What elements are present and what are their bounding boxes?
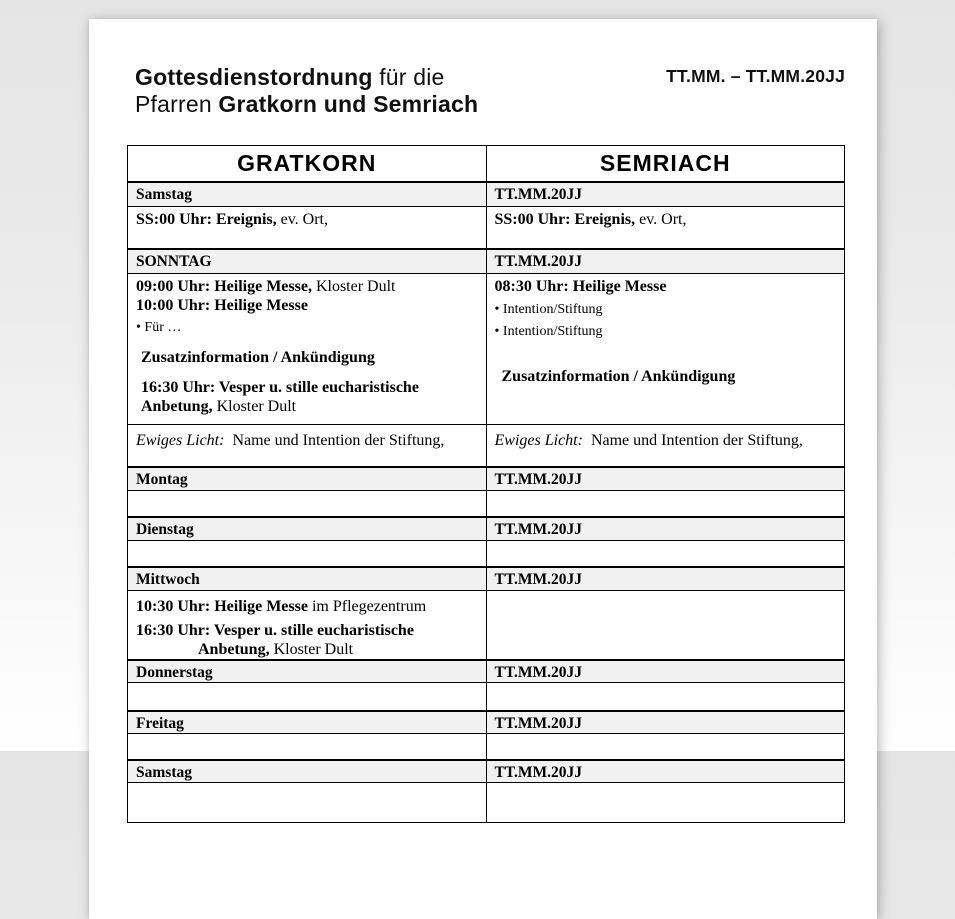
text-line [136, 317, 478, 336]
empty-row [128, 540, 845, 567]
day-label: Freitag [128, 711, 487, 734]
column-header-gratkorn: GRATKORN [128, 146, 487, 183]
day-row [128, 467, 845, 490]
date-value: TT.MM.20JJ [486, 517, 845, 540]
date-value: TT.MM.20JJ [486, 182, 845, 206]
day-label: SONNTAG [128, 249, 487, 273]
empty-cell [486, 783, 845, 823]
empty-row [128, 490, 845, 517]
text-line [495, 210, 837, 229]
day-row [128, 567, 845, 590]
column-header-semriach: SEMRIACH [486, 146, 845, 183]
day-label: Dienstag [128, 517, 487, 540]
text-segment: Zusatzinformation / Ankündigung [141, 348, 375, 366]
day-row [128, 660, 845, 683]
text-segment: Anbetung, [198, 640, 270, 658]
day-row [128, 760, 845, 783]
empty-cell [486, 683, 845, 711]
empty-cell [128, 683, 487, 711]
text-line [495, 277, 837, 296]
document-header [89, 19, 877, 137]
table-header-row [128, 146, 845, 183]
empty-cell [128, 783, 487, 823]
title-bold-2: Gratkorn und Semriach [218, 91, 479, 117]
day-row [128, 182, 845, 206]
text-line [136, 597, 478, 616]
empty-cell [486, 490, 845, 517]
schedule-cell [128, 206, 487, 249]
date-value: TT.MM.20JJ [486, 567, 845, 590]
empty-row [128, 783, 845, 823]
date-value: TT.MM.20JJ [486, 760, 845, 783]
schedule-cell [128, 590, 487, 660]
text-segment: 10:00 Uhr: Heilige Messe [136, 296, 308, 314]
text-segment: Name und Intention der Stiftung, [224, 431, 445, 449]
text-segment: ev. Ort, [635, 210, 687, 228]
text-segment: Ewiges Licht: [136, 431, 225, 449]
date-value: TT.MM.20JJ [486, 711, 845, 734]
day-row [128, 711, 845, 734]
schedule-cell [486, 273, 845, 424]
title-bold-1: Gottesdienstordnung [135, 64, 373, 90]
day-label: Mittwoch [128, 567, 487, 590]
text-segment: • Für … [136, 319, 182, 335]
text-segment: Kloster Dult [269, 640, 354, 658]
text-line [495, 299, 837, 318]
text-segment: im Pflegezentrum [307, 597, 427, 615]
date-range: TT.MM. – TT.MM.20JJ [666, 66, 845, 86]
text-line [495, 367, 837, 386]
content-row [128, 273, 845, 424]
empty-cell [486, 734, 845, 760]
empty-cell [128, 540, 487, 567]
schedule-table [127, 145, 845, 823]
empty-row [128, 683, 845, 711]
schedule-cell [486, 590, 845, 660]
day-row [128, 249, 845, 273]
date-value: TT.MM.20JJ [486, 467, 845, 490]
text-line [136, 640, 478, 659]
text-segment: SS:00 Uhr: Ereignis, [494, 210, 636, 228]
text-segment: Zusatzinformation / Ankündigung [501, 367, 736, 385]
text-segment: SS:00 Uhr: Ereignis, [136, 210, 277, 228]
text-line [136, 296, 478, 315]
title-regular-2: Pfarren [135, 91, 219, 117]
text-line [136, 621, 478, 640]
text-segment: • Intention/Stiftung [494, 323, 603, 339]
schedule-cell [128, 273, 487, 424]
document-page [89, 19, 877, 919]
empty-row [128, 734, 845, 760]
text-line [495, 431, 837, 450]
content-row [128, 206, 845, 249]
text-segment: Anbetung, [141, 397, 213, 415]
text-line [136, 397, 478, 416]
text-segment: Kloster Dult [212, 397, 297, 415]
empty-cell [128, 734, 487, 760]
schedule-cell [486, 206, 845, 249]
text-segment: Name und Intention der Stiftung, [582, 431, 803, 449]
text-segment: 10:30 Uhr: Heilige Messe [136, 597, 308, 615]
day-label: Samstag [128, 182, 487, 206]
day-label: Samstag [128, 760, 487, 783]
empty-cell [486, 540, 845, 567]
schedule-cell [128, 424, 487, 467]
text-segment: 09:00 Uhr: Heilige Messe, [136, 277, 312, 295]
text-segment: Ewiges Licht: [494, 431, 583, 449]
text-line [136, 378, 478, 397]
day-row [128, 517, 845, 540]
empty-cell [128, 490, 487, 517]
text-segment: 16:30 Uhr: Vesper u. stille eucharistische [141, 378, 419, 396]
text-line [136, 277, 478, 296]
text-segment: 08:30 Uhr: Heilige Messe [494, 277, 667, 295]
text-segment: 16:30 Uhr: Vesper u. stille eucharistische [136, 621, 414, 639]
day-label: Donnerstag [128, 660, 487, 683]
text-segment: ev. Ort, [276, 210, 328, 228]
ewiges-licht-row [128, 424, 845, 467]
day-label: Montag [128, 467, 487, 490]
text-segment: • Intention/Stiftung [494, 301, 603, 317]
content-row [128, 590, 845, 660]
schedule-cell [486, 424, 845, 467]
date-value: TT.MM.20JJ [486, 660, 845, 683]
text-segment: Kloster Dult [311, 277, 396, 295]
text-line [136, 431, 478, 450]
date-value: TT.MM.20JJ [486, 249, 845, 273]
text-line [136, 210, 478, 229]
title-regular-1: für die [372, 64, 445, 90]
text-line [136, 348, 478, 367]
text-line [495, 321, 837, 340]
